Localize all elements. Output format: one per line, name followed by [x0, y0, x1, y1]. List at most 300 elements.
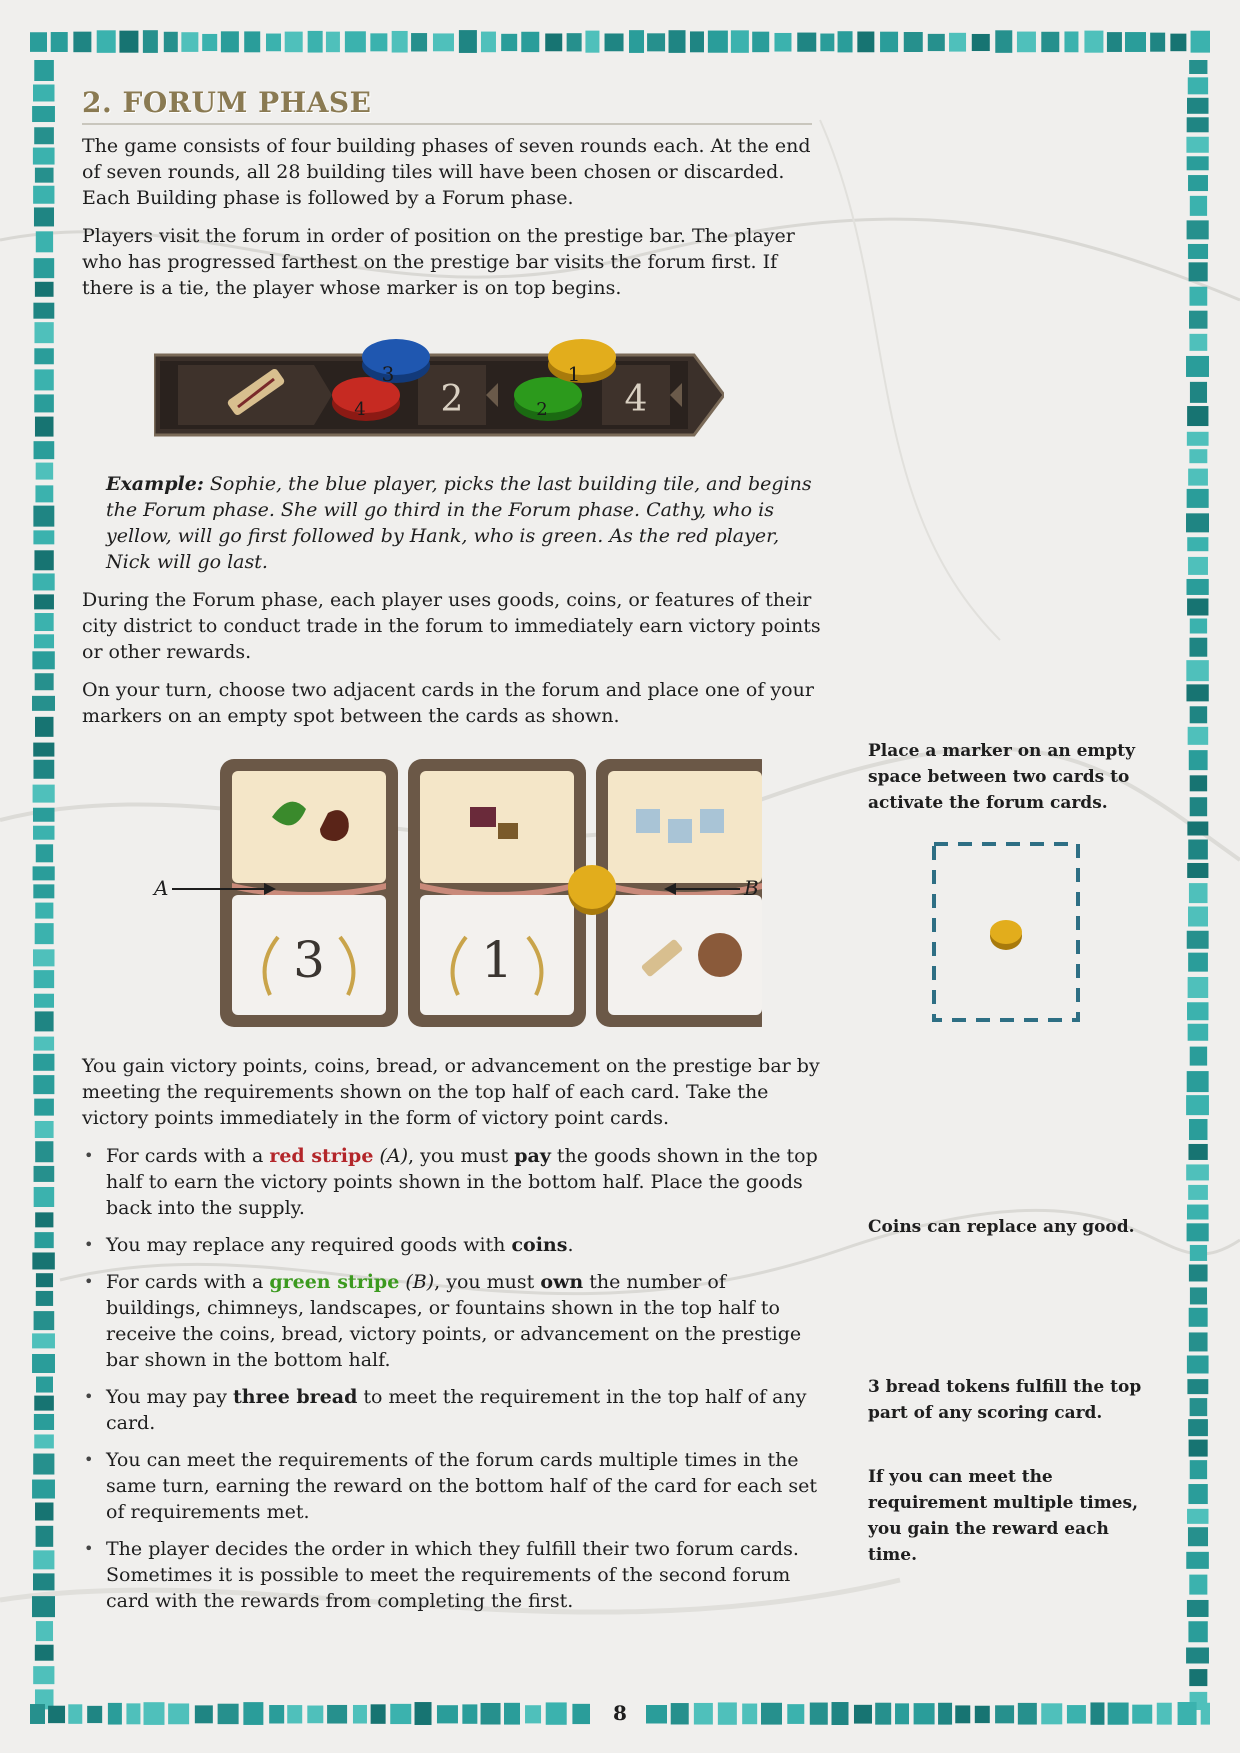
mosaic-tile — [34, 1037, 54, 1051]
prestige-space-2: 2 — [440, 379, 464, 420]
mosaic-tile — [481, 32, 496, 53]
mosaic-tile — [647, 33, 665, 51]
mosaic-tile — [32, 696, 55, 711]
rule-multiple-times: • You can meet the requirements of the forum cards multiple times in the same turn, earning the reward on the bottom half of the card for each set of requirements met. — [82, 1447, 822, 1525]
mosaic-border-top — [30, 28, 1210, 54]
mosaic-tile — [1064, 31, 1078, 52]
mosaic-tile — [1190, 797, 1207, 816]
mosaic-tile — [1170, 34, 1186, 52]
svg-text:2: 2 — [536, 399, 548, 420]
building-icon — [636, 809, 660, 833]
mosaic-tile — [35, 1232, 54, 1248]
mosaic-tile — [1188, 1419, 1208, 1436]
mosaic-tile — [33, 949, 54, 966]
mosaic-tile — [1190, 1287, 1207, 1304]
mosaic-tile — [1186, 1164, 1209, 1180]
mosaic-tile — [904, 32, 923, 52]
mosaic-tile — [820, 34, 834, 52]
rewards-paragraph: You gain victory points, coins, bread, or advancement on the prestige bar by meeting the requirements shown on the top half of each card. Take the victory points immediately in the form of victory point cards. — [82, 1055, 820, 1129]
mosaic-tile — [1188, 175, 1208, 191]
mosaic-tile — [33, 1573, 55, 1590]
mosaic-tile — [30, 32, 47, 52]
mosaic-tile — [32, 1354, 55, 1373]
mosaic-tile — [1187, 1355, 1209, 1373]
mosaic-tile — [875, 1703, 891, 1725]
mosaic-tile — [975, 1706, 990, 1723]
mosaic-tile — [1067, 1705, 1086, 1723]
mosaic-tile — [36, 1291, 53, 1306]
mosaic-tile — [1189, 1264, 1208, 1281]
mosaic-tile — [33, 530, 54, 544]
mosaic-tile — [33, 303, 54, 319]
mosaic-tile — [1157, 1703, 1172, 1725]
mosaic-tile — [1190, 1460, 1207, 1479]
mosaic-tile — [437, 1705, 458, 1723]
rule-coins: • You may replace any required goods with coins. — [82, 1232, 822, 1258]
mosaic-tile — [1186, 1095, 1209, 1115]
mosaic-tile — [119, 31, 138, 53]
forum-intro-paragraph: During the Forum phase, each player uses goods, coins, or features of their city district to conduct trade in the forum to immediately earn victory points or other rewards. — [82, 589, 821, 663]
mosaic-tile — [1189, 449, 1207, 463]
mosaic-tile — [914, 1703, 935, 1724]
mosaic-tile — [1084, 31, 1103, 53]
yellow-marker-on-forum — [568, 865, 616, 915]
mosaic-tile — [33, 760, 54, 779]
mosaic-tile — [1188, 727, 1209, 745]
mosaic-tile — [48, 1706, 65, 1723]
mosaic-tile — [34, 1099, 54, 1116]
title-divider — [82, 123, 812, 125]
mosaic-tile — [33, 866, 55, 880]
mosaic-tile — [35, 1503, 53, 1521]
mosaic-tile — [567, 33, 582, 51]
rule-green-stripe: • For cards with a green stripe (B), you must own the number of buildings, chimneys, landscapes, or fountains shown in the top half to receive the coins, bread, victory points, or advancement on the prestige bar shown in the bottom half. — [82, 1269, 822, 1373]
mosaic-tile — [108, 1703, 122, 1725]
mosaic-tile — [32, 106, 55, 122]
mosaic-tile — [1189, 334, 1207, 351]
mosaic-tile — [36, 1377, 53, 1393]
mosaic-tile — [1017, 32, 1036, 53]
mosaic-tile — [1187, 489, 1209, 508]
mosaic-tile — [1187, 931, 1209, 949]
mosaic-tile — [33, 1666, 54, 1684]
mosaic-tile — [1189, 1669, 1207, 1686]
mosaic-tile — [34, 322, 53, 343]
mosaic-tile — [731, 30, 749, 52]
mosaic-tile — [1190, 706, 1207, 723]
mosaic-tile — [34, 594, 54, 609]
mosaic-tile — [1188, 840, 1208, 860]
mosaic-tile — [694, 1703, 713, 1725]
mosaic-tile — [1191, 31, 1210, 53]
mosaic-tile — [1189, 311, 1207, 329]
mosaic-tile — [629, 30, 644, 53]
mosaic-tile — [168, 1703, 189, 1724]
forum-cards-illustration — [152, 755, 762, 1031]
mosaic-tile — [1189, 1308, 1208, 1327]
cloth-icon — [470, 807, 496, 827]
mosaic-tile — [462, 1704, 477, 1723]
mosaic-tile — [1090, 1702, 1104, 1724]
mosaic-tile — [857, 32, 874, 53]
mosaic-tile — [33, 1454, 54, 1475]
mosaic-tile — [35, 1645, 54, 1661]
mosaic-tile — [35, 1011, 54, 1031]
mosaic-tile — [35, 1121, 54, 1138]
mosaic-tile — [1190, 1398, 1208, 1416]
mosaic-tile — [1187, 156, 1209, 170]
forum-card-3 — [596, 759, 762, 1027]
sidebar-note-marker: Place a marker on an empty space between two cards to activate the forum cards. — [868, 741, 1136, 813]
mosaic-tile — [995, 30, 1012, 53]
mosaic-tile — [1187, 1379, 1208, 1394]
mosaic-tile — [370, 33, 387, 51]
mosaic-tile — [1187, 117, 1209, 132]
mosaic-tile — [33, 808, 55, 822]
mosaic-tile — [36, 231, 53, 252]
mosaic-tile — [34, 60, 54, 81]
mosaic-tile — [1187, 432, 1209, 446]
mosaic-tile — [938, 1703, 952, 1725]
mosaic-tile — [1150, 33, 1165, 52]
mosaic-tile — [33, 148, 55, 165]
mosaic-tile — [35, 1212, 53, 1227]
mosaic-tile — [1187, 98, 1208, 114]
mosaic-tile — [1188, 77, 1208, 94]
mosaic-tile — [838, 31, 853, 52]
mosaic-tile — [1188, 977, 1209, 998]
example-paragraph — [106, 471, 822, 575]
mosaic-tile — [525, 1705, 541, 1723]
mosaic-tile — [1186, 513, 1209, 532]
mosaic-tile — [35, 417, 54, 437]
mosaic-tile — [690, 31, 704, 52]
mosaic-tile — [572, 1704, 590, 1724]
prestige-space-4: 4 — [624, 379, 648, 420]
mosaic-border-bottom-left — [30, 1700, 590, 1726]
mosaic-tile — [143, 30, 158, 53]
mosaic-tile — [787, 1704, 804, 1724]
mosaic-tile — [143, 1702, 164, 1725]
red-stripe-term: red stripe — [269, 1145, 374, 1167]
mosaic-tile — [504, 1703, 520, 1725]
mosaic-tile — [972, 34, 990, 51]
mosaic-tile — [34, 258, 55, 278]
mosaic-tile — [34, 127, 54, 144]
mosaic-tile — [1188, 1621, 1207, 1642]
mosaic-tile — [1178, 1702, 1197, 1725]
mosaic-tile — [1189, 1575, 1207, 1595]
mosaic-tile — [1189, 883, 1208, 903]
mosaic-tile — [1189, 1440, 1208, 1457]
mosaic-tile — [35, 923, 54, 944]
page-number: 8 — [613, 1701, 627, 1725]
mosaic-border-right — [1184, 60, 1210, 1710]
mosaic-tile — [1186, 579, 1208, 595]
forum-card-2 — [408, 759, 586, 1027]
label-b: B — [744, 876, 759, 900]
mosaic-tile — [646, 1705, 667, 1723]
mosaic-tile — [880, 32, 898, 52]
mosaic-tile — [34, 369, 53, 390]
mosaic-tile — [68, 1704, 82, 1724]
mosaic-tile — [32, 1596, 55, 1617]
mosaic-tile — [895, 1703, 909, 1724]
mosaic-tile — [1041, 1703, 1062, 1724]
mosaic-tile — [35, 613, 54, 631]
mosaic-tile — [36, 844, 53, 862]
example-label: Example: — [106, 473, 204, 495]
mosaic-tile — [353, 1705, 367, 1724]
mosaic-tile — [1188, 953, 1208, 972]
mosaic-tile — [1189, 262, 1208, 281]
mosaic-tile — [1125, 32, 1146, 52]
mosaic-tile — [36, 1273, 53, 1287]
mosaic-tile — [218, 1704, 239, 1724]
mosaic-tile — [481, 1703, 501, 1725]
mosaic-tile — [415, 1702, 432, 1725]
mosaic-tile — [797, 33, 816, 52]
turn-instructions-paragraph: On your turn, choose two adjacent cards in the forum and place one of your markers on an empty spot between the cards as shown. — [82, 679, 814, 727]
mosaic-tile — [33, 1075, 54, 1094]
mosaic-tile — [33, 84, 54, 101]
mosaic-tile — [1108, 1703, 1129, 1725]
mosaic-tile — [34, 207, 54, 226]
mosaic-tile — [34, 970, 54, 988]
sidebar-note-bread: 3 bread tokens fulfill the top part of any scoring card. — [868, 1377, 1142, 1423]
mosaic-tile — [33, 1550, 54, 1569]
mosaic-tile — [1188, 1527, 1208, 1546]
mosaic-tile — [34, 634, 54, 648]
card-1-points: 3 — [293, 931, 325, 989]
mosaic-tile — [202, 34, 217, 51]
mosaic-tile — [995, 1705, 1014, 1723]
mosaic-tile — [1189, 1332, 1208, 1351]
mosaic-tile — [1190, 1245, 1207, 1261]
main-content — [82, 86, 822, 1625]
mosaic-tile — [34, 1311, 55, 1330]
mosaic-tile — [243, 1702, 263, 1725]
mosaic-tile — [35, 903, 53, 919]
mosaic-tile — [459, 30, 477, 53]
mosaic-tile — [33, 884, 54, 898]
example-text: Sophie, the blue player, picks the last building tile, and begins the Forum phase. She will go third in the Forum phase. Cathy, who is yellow, will go first followed by Hank, who is green. As the red player, Nick will go last. — [106, 473, 812, 573]
mosaic-tile — [33, 743, 54, 757]
rule-bread: • You may pay three bread to meet the requirement in the top half of any card. — [82, 1384, 822, 1436]
mosaic-tile — [33, 573, 55, 590]
mosaic-tile — [285, 32, 303, 53]
mosaic-tile — [1041, 32, 1059, 52]
mosaic-tile — [742, 1704, 757, 1725]
mosaic-tile — [1188, 907, 1208, 927]
mosaic-tile — [30, 1704, 45, 1724]
mosaic-tile — [761, 1703, 782, 1725]
mosaic-tile — [287, 1705, 302, 1723]
mosaic-tile — [73, 32, 91, 53]
mosaic-tile — [126, 1703, 140, 1724]
mosaic-tile — [33, 1054, 54, 1071]
svg-text:1: 1 — [567, 362, 581, 386]
marker-space-diagram — [932, 842, 1080, 1022]
mosaic-tile — [810, 1703, 828, 1725]
mosaic-tile — [1187, 863, 1208, 878]
mosaic-tile — [35, 168, 54, 183]
mosaic-tile — [718, 1702, 737, 1724]
mosaic-tile — [32, 651, 54, 669]
mosaic-tile — [1187, 1600, 1209, 1617]
mosaic-tile — [1186, 1552, 1209, 1569]
mosaic-tile — [1201, 1703, 1210, 1725]
mosaic-tile — [244, 31, 260, 52]
page-title: 2. FORUM PHASE — [82, 86, 372, 119]
mosaic-tile — [34, 394, 54, 412]
mosaic-tile — [669, 30, 686, 53]
mosaic-tile — [32, 1252, 54, 1269]
mosaic-tile — [36, 463, 53, 480]
mosaic-tile — [1186, 684, 1208, 701]
rules-list — [82, 1143, 822, 1614]
mosaic-tile — [1186, 1647, 1209, 1663]
mosaic-tile — [1190, 775, 1207, 791]
mosaic-tile — [928, 34, 945, 51]
mosaic-tile — [774, 33, 791, 52]
mosaic-tile — [371, 1704, 386, 1724]
mosaic-tile — [546, 1702, 567, 1724]
mosaic-tile — [1186, 137, 1208, 153]
mosaic-tile — [1187, 1071, 1209, 1092]
mosaic-tile — [1187, 1509, 1208, 1524]
prestige-bar-illustration — [154, 335, 724, 441]
mosaic-tile — [1186, 660, 1209, 681]
mosaic-tile — [1187, 406, 1208, 426]
mosaic-tile — [1190, 1047, 1207, 1066]
mosaic-tile — [32, 1333, 55, 1348]
mosaic-tile — [1188, 469, 1208, 486]
svg-text:4: 4 — [354, 399, 366, 420]
mosaic-tile — [269, 1705, 284, 1723]
mosaic-tile — [34, 1434, 54, 1448]
mosaic-tile — [35, 1141, 53, 1162]
yellow-marker-icon — [990, 920, 1022, 950]
mosaic-tile — [1189, 638, 1207, 657]
mosaic-tile — [32, 1480, 55, 1499]
mosaic-border-left — [30, 60, 56, 1710]
mosaic-tile — [831, 1702, 848, 1725]
mosaic-tile — [501, 34, 517, 51]
mosaic-tile — [1187, 220, 1209, 239]
mosaic-tile — [51, 32, 68, 52]
mosaic-tile — [1187, 537, 1208, 551]
mosaic-tile — [1187, 1223, 1209, 1241]
mosaic-tile — [949, 33, 966, 52]
mosaic-tile — [752, 32, 769, 53]
mosaic-tile — [345, 31, 366, 52]
mosaic-tile — [433, 33, 454, 51]
mosaic-tile — [1107, 32, 1122, 52]
mosaic-tile — [33, 506, 54, 527]
rule-red-stripe: • For cards with a red stripe (A), you must pay the goods shown in the top half to earn the victory points shown in the bottom half. Place the goods back into the supply. — [82, 1143, 822, 1221]
mosaic-tile — [34, 1166, 55, 1182]
mosaic-tile — [671, 1703, 689, 1724]
mosaic-border-bottom-right — [646, 1700, 1210, 1726]
mosaic-tile — [585, 31, 599, 53]
mosaic-tile — [195, 1705, 213, 1723]
mosaic-tile — [1187, 598, 1208, 615]
mosaic-tile — [327, 1705, 347, 1724]
mosaic-tile — [326, 32, 340, 53]
mosaic-tile — [1190, 619, 1207, 634]
intro-paragraph-2: Players visit the forum in order of position on the prestige bar. The player who has progressed farthest on the prestige bar visits the forum first. If there is a tie, the player whose marker is on top begins. — [82, 225, 795, 299]
mosaic-tile — [411, 33, 427, 51]
intro-paragraph-1: The game consists of four building phases of seven rounds each. At the end of seven rounds, all 28 building tiles will have been chosen or discarded. Each Building phase is followed by a Forum phase. — [82, 135, 811, 209]
mosaic-tile — [266, 34, 281, 52]
mosaic-tile — [1187, 1002, 1208, 1020]
mosaic-tile — [1189, 287, 1207, 306]
goods-icon — [498, 823, 518, 839]
forum-card-1 — [220, 759, 398, 1027]
mosaic-tile — [1190, 196, 1207, 216]
mosaic-tile — [97, 30, 116, 53]
mosaic-tile — [33, 186, 54, 204]
mosaic-tile — [390, 1704, 411, 1724]
mosaic-tile — [307, 1706, 323, 1724]
mosaic-tile — [955, 1705, 970, 1723]
mosaic-tile — [35, 717, 53, 737]
mosaic-tile — [1188, 557, 1208, 575]
mosaic-tile — [34, 348, 53, 364]
mosaic-tile — [36, 1526, 54, 1547]
mosaic-tile — [181, 32, 198, 52]
mosaic-tile — [605, 33, 624, 51]
green-stripe-term: green stripe — [269, 1271, 400, 1293]
mosaic-tile — [1187, 1205, 1209, 1220]
mosaic-tile — [1188, 1185, 1208, 1200]
mosaic-tile — [221, 31, 239, 52]
mosaic-tile — [34, 441, 55, 459]
mosaic-tile — [1188, 1484, 1207, 1504]
label-a: A — [154, 876, 169, 900]
fountain-icon — [698, 933, 742, 977]
mosaic-tile — [708, 31, 728, 53]
mosaic-tile — [1132, 1705, 1152, 1724]
mosaic-tile — [35, 485, 53, 502]
mosaic-tile — [35, 282, 54, 297]
mosaic-tile — [34, 1396, 54, 1411]
mosaic-tile — [35, 673, 54, 690]
mosaic-tile — [34, 550, 53, 570]
mosaic-tile — [392, 31, 408, 53]
sidebar-note-multiple: If you can meet the requirement multiple times, you gain the reward each time. — [868, 1467, 1138, 1565]
mosaic-tile — [1189, 750, 1208, 770]
mosaic-tile — [1188, 244, 1208, 259]
mosaic-tile — [1187, 821, 1208, 835]
mosaic-tile — [33, 826, 54, 840]
mosaic-tile — [87, 1706, 102, 1723]
mosaic-tile — [545, 33, 562, 51]
mosaic-tile — [34, 1414, 54, 1430]
mosaic-tile — [1188, 1024, 1209, 1041]
sidebar-note-coins: Coins can replace any good. — [868, 1217, 1135, 1237]
mosaic-tile — [1190, 382, 1207, 403]
mosaic-tile — [36, 1621, 53, 1641]
mosaic-tile — [1186, 356, 1209, 377]
mosaic-tile — [34, 994, 54, 1008]
mosaic-tile — [33, 785, 55, 803]
mosaic-tile — [1188, 1144, 1207, 1160]
card-2-points: 1 — [481, 931, 513, 989]
mosaic-tile — [34, 1187, 55, 1207]
svg-text:3: 3 — [381, 362, 395, 386]
